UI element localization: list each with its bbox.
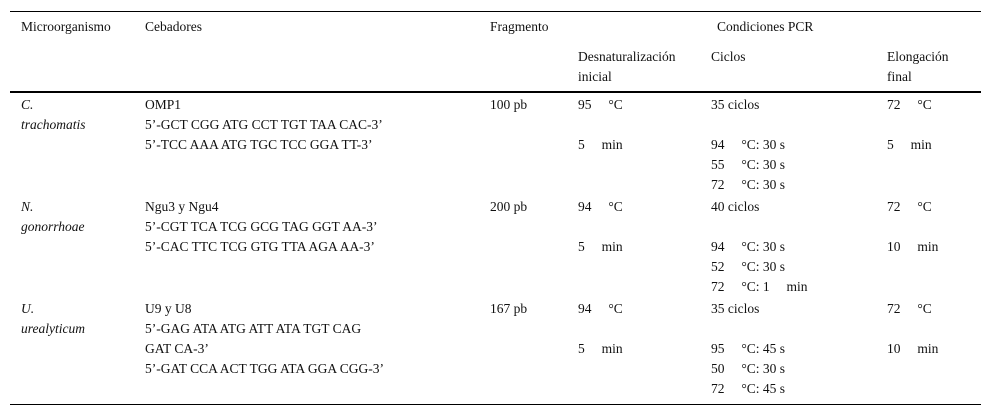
organism-line: N.	[21, 199, 34, 214]
cycles-line: 50 °C: 30 s	[711, 361, 786, 376]
table-bottom-rule	[10, 404, 981, 405]
primer-line: 5’-GAT CCA ACT TGG ATA GGA CGG-3’	[145, 361, 384, 376]
cycles-line: 35 ciclos	[711, 301, 760, 316]
organism-cell	[21, 197, 85, 237]
cycles-line: 52 °C: 30 s	[711, 259, 786, 274]
cycles-line: 94 °C: 30 s	[711, 239, 786, 254]
header-ciclos: Ciclos	[711, 49, 746, 64]
header-condiciones-pcr: Condiciones PCR	[717, 19, 814, 34]
denaturation-line: 94 °C	[578, 301, 623, 316]
fragment-cell: 100 pb	[490, 97, 528, 112]
elongation-line	[887, 319, 938, 339]
cycles-cell	[711, 299, 785, 399]
elongation-line: 72 °C	[887, 301, 932, 316]
header-elongacion	[887, 47, 948, 87]
organism-line: gonorrhoae	[21, 219, 85, 234]
primer-line: Ngu3 y Ngu4	[145, 199, 219, 214]
denaturation-cell	[578, 197, 623, 257]
primer-line: U9 y U8	[145, 301, 192, 316]
denaturation-line	[578, 319, 623, 339]
cycles-line: 35 ciclos	[711, 97, 760, 112]
elongation-cell	[887, 197, 938, 257]
organism-cell	[21, 299, 85, 339]
header-microorganismo: Microorganismo	[21, 19, 111, 34]
table-top-rule	[10, 11, 981, 12]
organism-line: trachomatis	[21, 117, 86, 132]
primer-line: OMP1	[145, 97, 182, 112]
denaturation-line: 5 min	[578, 239, 623, 254]
cycles-line	[711, 115, 785, 135]
header-cebadores: Cebadores	[145, 19, 202, 34]
cycles-line: 55 °C: 30 s	[711, 157, 786, 172]
header-desnaturalizacion	[578, 47, 675, 87]
denaturation-line	[578, 115, 623, 135]
cycles-line: 94 °C: 30 s	[711, 137, 786, 152]
header-desnaturalizacion-line: Desnaturalización	[578, 49, 676, 64]
elongation-line: 5 min	[887, 137, 932, 152]
denaturation-line: 5 min	[578, 137, 623, 152]
cycles-line: 40 ciclos	[711, 199, 760, 214]
elongation-cell	[887, 95, 932, 155]
elongation-cell	[887, 299, 938, 359]
denaturation-line: 95 °C	[578, 97, 623, 112]
cycles-line	[711, 217, 808, 237]
cycles-cell	[711, 197, 808, 297]
fragment-cell: 167 pb	[490, 301, 528, 316]
primers-cell	[145, 95, 383, 155]
denaturation-line: 94 °C	[578, 199, 623, 214]
denaturation-line	[578, 217, 623, 237]
cycles-cell	[711, 95, 785, 195]
header-elongacion-line: Elongación	[887, 49, 949, 64]
organism-line: C.	[21, 97, 34, 112]
elongation-line: 10 min	[887, 341, 939, 356]
primer-line: 5’-GAG ATA ATG ATT ATA TGT CAG	[145, 321, 362, 336]
primer-line: 5’-CAC TTC TCG GTG TTA AGA AA-3’	[145, 239, 375, 254]
primer-line: 5’-TCC AAA ATG TGC TCC GGA TT-3’	[145, 137, 373, 152]
denaturation-line: 5 min	[578, 341, 623, 356]
cycles-line: 72 °C: 45 s	[711, 381, 786, 396]
denaturation-cell	[578, 299, 623, 359]
elongation-line	[887, 115, 932, 135]
organism-line: U.	[21, 301, 35, 316]
elongation-line	[887, 217, 938, 237]
primers-cell	[145, 299, 384, 379]
cycles-line: 72 °C: 30 s	[711, 177, 786, 192]
fragment-cell: 200 pb	[490, 199, 528, 214]
primer-line: 5’-CGT TCA TCG GCG TAG GGT AA-3’	[145, 219, 378, 234]
primers-cell	[145, 197, 377, 257]
header-bottom-rule	[10, 91, 981, 93]
header-desnaturalizacion-line: inicial	[578, 69, 612, 84]
cycles-line: 95 °C: 45 s	[711, 341, 786, 356]
primer-line: GAT CA-3’	[145, 341, 209, 356]
elongation-line: 72 °C	[887, 97, 932, 112]
cycles-line: 72 °C: 1 min	[711, 279, 808, 294]
elongation-line: 72 °C	[887, 199, 932, 214]
cycles-line	[711, 319, 785, 339]
organism-line: urealyticum	[21, 321, 85, 336]
elongation-line: 10 min	[887, 239, 939, 254]
denaturation-cell	[578, 95, 623, 155]
header-elongacion-line: final	[887, 69, 912, 84]
primer-line: 5’-GCT CGG ATG CCT TGT TAA CAC-3’	[145, 117, 383, 132]
header-fragmento: Fragmento	[490, 19, 549, 34]
organism-cell	[21, 95, 86, 135]
